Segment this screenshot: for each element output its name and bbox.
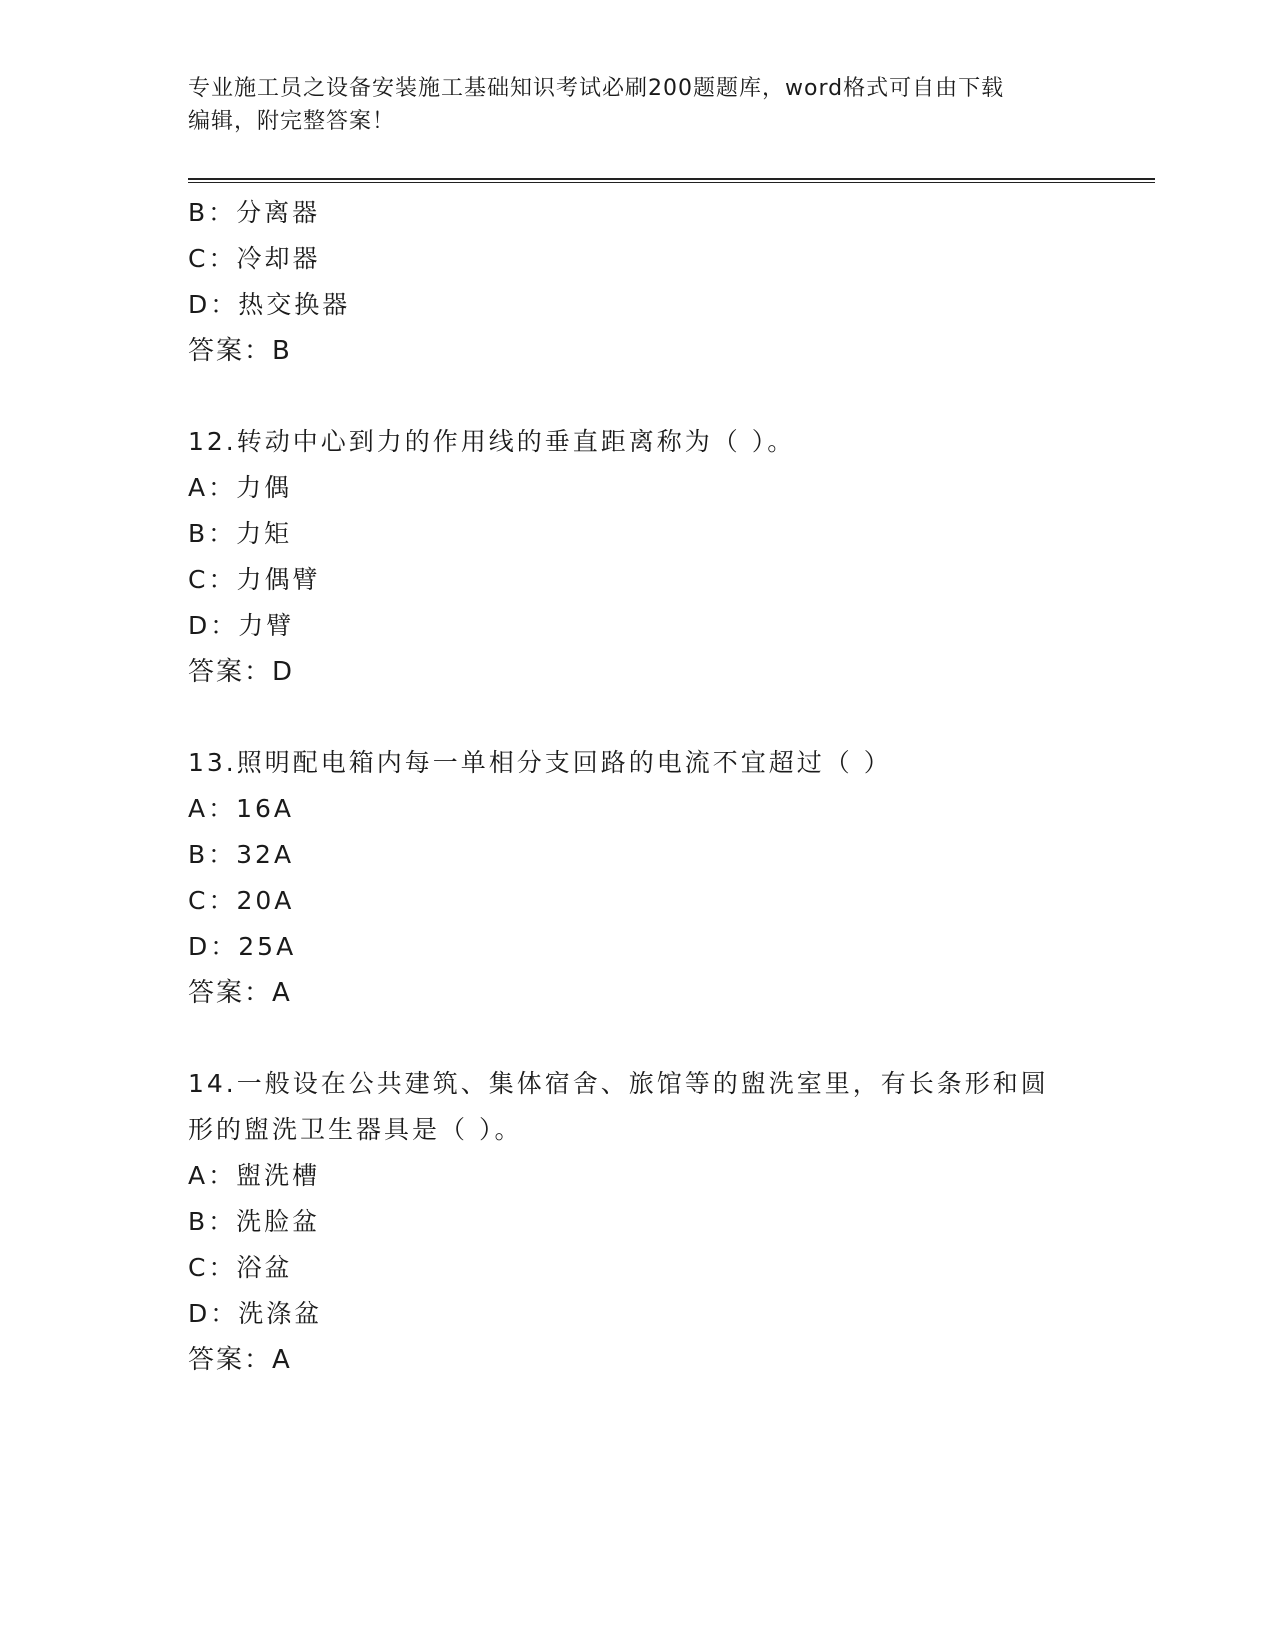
option-d: D：25A (188, 932, 297, 961)
spacer (188, 1016, 1088, 1061)
option-b: B：洗脸盆 (188, 1207, 321, 1236)
option-c: C：冷却器 (188, 244, 321, 273)
option-d: D：热交换器 (188, 290, 351, 319)
option-b: B：力矩 (188, 519, 293, 548)
question-12-block (188, 419, 1088, 695)
option-c: C：力偶臂 (188, 565, 321, 594)
answer: 答案：A (188, 1345, 292, 1375)
document-body (188, 190, 1088, 1383)
question-14-block (188, 1061, 1088, 1383)
header-divider (188, 178, 1155, 180)
option-b: B：32A (188, 840, 295, 869)
option-a: A：盥洗槽 (188, 1161, 321, 1190)
option-a: A：力偶 (188, 473, 293, 502)
option-a: A：16A (188, 794, 295, 823)
question-text: 13.照明配电箱内每一单相分支回路的电流不宜超过（ ） (188, 748, 892, 777)
option-d: D：力臂 (188, 611, 295, 640)
answer: 答案：D (188, 657, 295, 687)
answer: 答案：A (188, 978, 292, 1008)
header-divider-thin (188, 182, 1155, 183)
question-text-line-2: 形的盥洗卫生器具是（ ）。 (188, 1115, 523, 1144)
option-c: C：20A (188, 886, 295, 915)
header-line-2: 编辑，附完整答案！ (188, 109, 396, 134)
question-text-line-1: 14.一般设在公共建筑、集体宿舍、旅馆等的盥洗室里，有长条形和圆 (188, 1069, 1049, 1098)
page-header (188, 72, 1088, 138)
spacer (188, 695, 1088, 740)
spacer (188, 374, 1088, 419)
answer: 答案：B (188, 336, 292, 366)
header-line-1: 专业施工员之设备安装施工基础知识考试必刷200题题库，word格式可自由下载 (188, 76, 1005, 101)
question-13-block (188, 740, 1088, 1016)
option-b: B：分离器 (188, 198, 321, 227)
question-11-block (188, 190, 1088, 374)
question-text: 12.转动中心到力的作用线的垂直距离称为（ ）。 (188, 427, 796, 456)
option-d: D：洗涤盆 (188, 1299, 323, 1328)
option-c: C：浴盆 (188, 1253, 293, 1282)
